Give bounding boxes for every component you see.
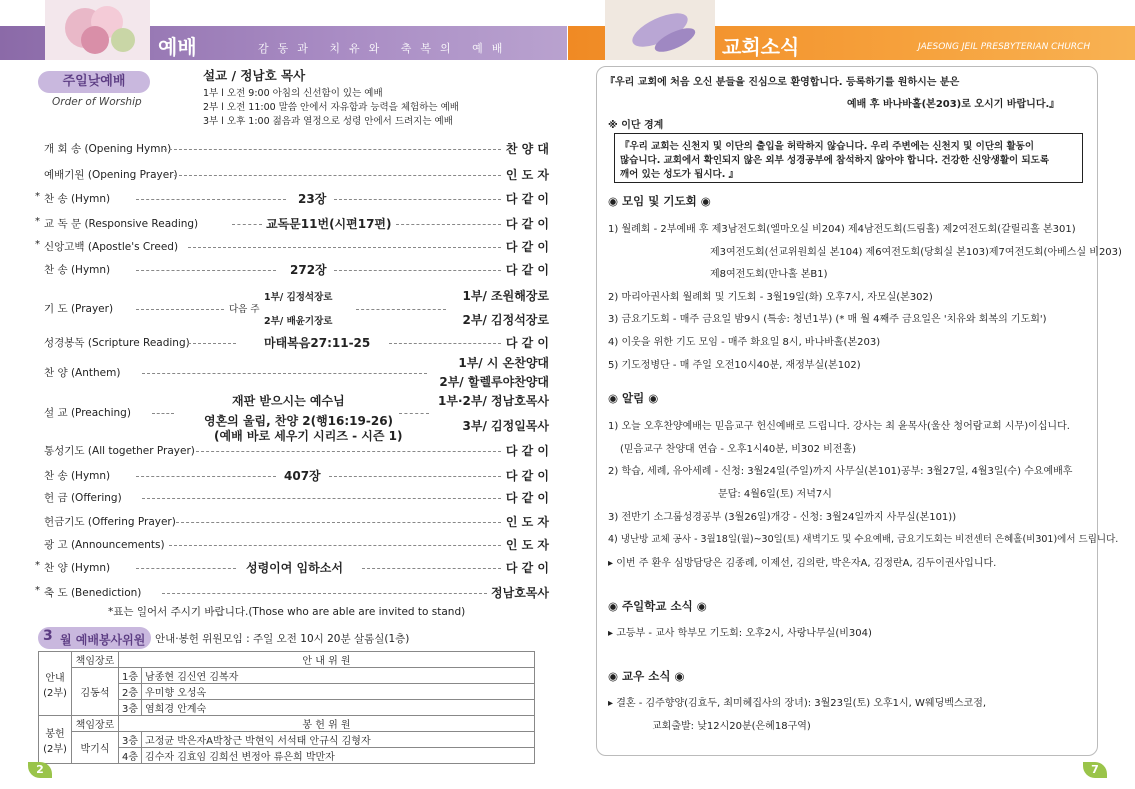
list-item: 제8여전도회(만나홀 본B1) (710, 269, 828, 280)
order-row: * 축 도 (Benediction) 정남호목사 (35, 585, 549, 600)
order-row: 헌 금 (Offering) 다 같 이 (44, 491, 549, 505)
list-item: 1) 오늘 오후찬양예배는 믿음교구 헌신예배로 드립니다. 강사는 최 윤목사(울산 청어람교회 시무)이십니다. (608, 421, 1070, 432)
welcome-line-2: 예배 후 바나바홀(본203)로 오시기 바랍니다.』 (847, 99, 1060, 110)
table-row: 3층 염희경 안계숙 (39, 700, 535, 716)
order-row: * 신앙고백 (Apostle's Creed) 다 같 이 (35, 239, 549, 254)
service-time-3: 3부 l 오후 1:00 젊음과 열정으로 성령 안에서 드려지는 예배 (203, 116, 453, 127)
order-row: * 찬 양 (Hymn) 성령이여 임하소서 다 같 이 (35, 560, 549, 575)
heresy-line: 깨어 있는 성도가 됩시다. 』 (620, 169, 739, 180)
table-row: 안내 (2부) 책임장로 안 내 위 원 (39, 652, 535, 668)
list-item: 3) 금요기도회 - 매주 금요일 밤9시 (특송: 청년1부) (* 매 월 4째주 금요일은 '치유와 회복의 기도회') (608, 314, 1047, 325)
preaching-row: 설 교 (Preaching) 재판 받으시는 예수님 영혼의 울림, 찬양 2(행16:19-26) (예배 바로 세우기 시리즈 - 시즌 1) 1부·2부/ 정남호목사 3부/ 김정일목사 (44, 394, 549, 443)
table-row: 김동석 1층 남종현 김신연 김복자 (39, 668, 535, 684)
month-number: 3 (43, 628, 53, 644)
header-subtitle-left: 감동과 치유와 축복의 예배 (258, 42, 512, 55)
list-item: 2) 학습, 세례, 유아세례 - 신청: 3월24일(주일)까지 사무실(본101)공부: 3월27일, 4월3일(수) 수요예배후 (608, 466, 1073, 477)
header-title-left: 예배 (158, 35, 197, 59)
order-row: * 찬 송 (Hymn) 23장 다 같 이 (35, 191, 549, 206)
section-meetings: ◉ 모임 및 기도회 ◉ (608, 194, 711, 208)
table-row: 박기식 3층 고정균 박은자A박창근 박현익 서석태 안규식 김형자 (39, 732, 535, 748)
page-number-left: 2 (28, 762, 52, 778)
header-title-right: 교회소식 (722, 35, 800, 59)
order-of-worship-label: Order of Worship (52, 96, 142, 108)
service-time-2: 2부 l 오전 11:00 말씀 안에서 자유함과 능력을 체험하는 예배 (203, 102, 459, 113)
list-item: ▸ 고등부 - 교사 학부모 기도회: 오후2시, 사랑나무실(비304) (608, 628, 872, 639)
order-row: 개 회 송 (Opening Hymn) 찬 양 대 (44, 142, 549, 156)
standing-note: *표는 일어서 주시기 바랍니다.(Those who are able are invited to stand) (108, 606, 466, 618)
worship-pill: 주일낮예배 (38, 71, 150, 93)
order-row: 통성기도 (All together Prayer) 다 같 이 (44, 444, 549, 458)
page-number-right: 7 (1083, 762, 1107, 778)
list-item: 제3여전도회(선교위원회실 본104) 제6여전도회(당회실 본103)제7여전도회(아베스실 비203) (710, 247, 1122, 258)
order-row: 예배기원 (Opening Prayer) 인 도 자 (44, 168, 549, 182)
list-item: ▸ 결혼 - 김주향양(김효두, 최미혜집사의 장녀): 3월23일(토) 오후1시, W웨딩벡스코점, (608, 698, 987, 709)
sermon-title: 설교 / 정남호 목사 (203, 68, 306, 83)
heresy-line: 많습니다. 교회에서 확인되지 않은 외부 성경공부에 참석하지 않아야 합니다. 건강한 신앙생활이 되도록 (620, 155, 1050, 166)
section-notices: ◉ 알림 ◉ (608, 391, 659, 405)
order-row: 헌금기도 (Offering Prayer) 인 도 자 (44, 515, 549, 529)
list-item: 3) 전반기 소그룹성경공부 (3월26일)개강 - 신청: 3월24일까지 사무실(본101)) (608, 512, 957, 523)
section-sunday-school: ◉ 주일학교 소식 ◉ (608, 599, 707, 613)
flower-image (45, 0, 150, 60)
list-item: 문답: 4월6일(토) 저녁7시 (718, 489, 832, 500)
list-item: 4) 이웃을 위한 기도 모임 - 매주 화요일 8시, 바나바홀(본203) (608, 337, 881, 348)
heresy-line: 『우리 교회는 신천지 및 이단의 출입을 허락하지 않습니다. 우리 주변에는 신천지 및 이단의 활동이 (620, 141, 1035, 152)
list-item: 2) 마리아권사회 월례회 및 기도회 - 3월19일(화) 오후7시, 자모실(본302) (608, 292, 933, 303)
list-item: 5) 기도정병단 - 매 주일 오전10시40분, 재정부실(본102) (608, 360, 861, 371)
list-item: 4) 냉난방 교체 공사 - 3월18일(월)~30일(토) 새벽기도 및 수요예배, 금요기도회는 비전센터 은혜홀(비301)에서 드립니다. (608, 534, 1119, 545)
order-row: 찬 송 (Hymn) 272장 다 같 이 (44, 263, 549, 277)
list-item: 교회출발: 낮12시20분(은혜18구역) (652, 721, 811, 732)
order-row: * 교 독 문 (Responsive Reading) 교독문11번(시편17편) 다 같 이 (35, 216, 549, 231)
anthem-row: 찬 양 (Anthem) 1부/ 시 온찬양대 2부/ 할렐루야찬양대 (44, 356, 549, 389)
month-label: 월 예배봉사위원 (60, 633, 146, 647)
list-item: ▸ 이번 주 환우 심방담당은 김종례, 이제선, 김의란, 박은자A, 김정란A, 김두이권사입니다. (608, 558, 997, 569)
heresy-title: ※ 이단 경계 (608, 120, 664, 131)
scripture-row: 성경봉독 (Scripture Reading) 마태복음27:11-25 다 같 이 (44, 336, 549, 350)
prayer-row: 기 도 (Prayer) 다음 주 1부/ 김정석장로 2부/ 배윤기장로 1부/ 조원해장로 2부/ 김정석장로 (44, 289, 549, 327)
table-row: 봉헌 (2부) 책임장로 봉 헌 위 원 (39, 716, 535, 732)
welcome-line-1: 『우리 교회에 처음 오신 분들을 진심으로 환영합니다. 등록하기를 원하시는 분은 (605, 77, 960, 88)
order-row: 찬 송 (Hymn) 407장 다 같 이 (44, 469, 549, 483)
table-row: 2층 우미향 오성옥 (39, 684, 535, 700)
list-item: 1) 월례회 - 2부예배 후 제3남전도회(엘마오실 비204) 제4남전도회(드림홀) 제2여전도회(갈릴리홀 본301) (608, 224, 1076, 235)
section-members: ◉ 교우 소식 ◉ (608, 669, 685, 683)
volunteer-meeting-info: 안내·봉헌 위원모임 : 주일 오전 10시 20분 살롬실(1층) (155, 633, 410, 645)
header-subtitle-right: JAESONG JEIL PRESBYTERIAN CHURCH (918, 42, 1091, 52)
order-row: 광 고 (Announcements) 인 도 자 (44, 538, 549, 552)
volunteer-table (38, 651, 535, 764)
lavender-image (605, 0, 715, 60)
list-item: (믿음교구 찬양대 연습 - 오후1시40분, 비302 비전홀) (620, 444, 857, 455)
table-row: 4층 김수자 김효임 김희선 변정아 류은희 박만자 (39, 748, 535, 764)
service-time-1: 1부 l 오전 9:00 아침의 신선함이 있는 예배 (203, 88, 383, 99)
